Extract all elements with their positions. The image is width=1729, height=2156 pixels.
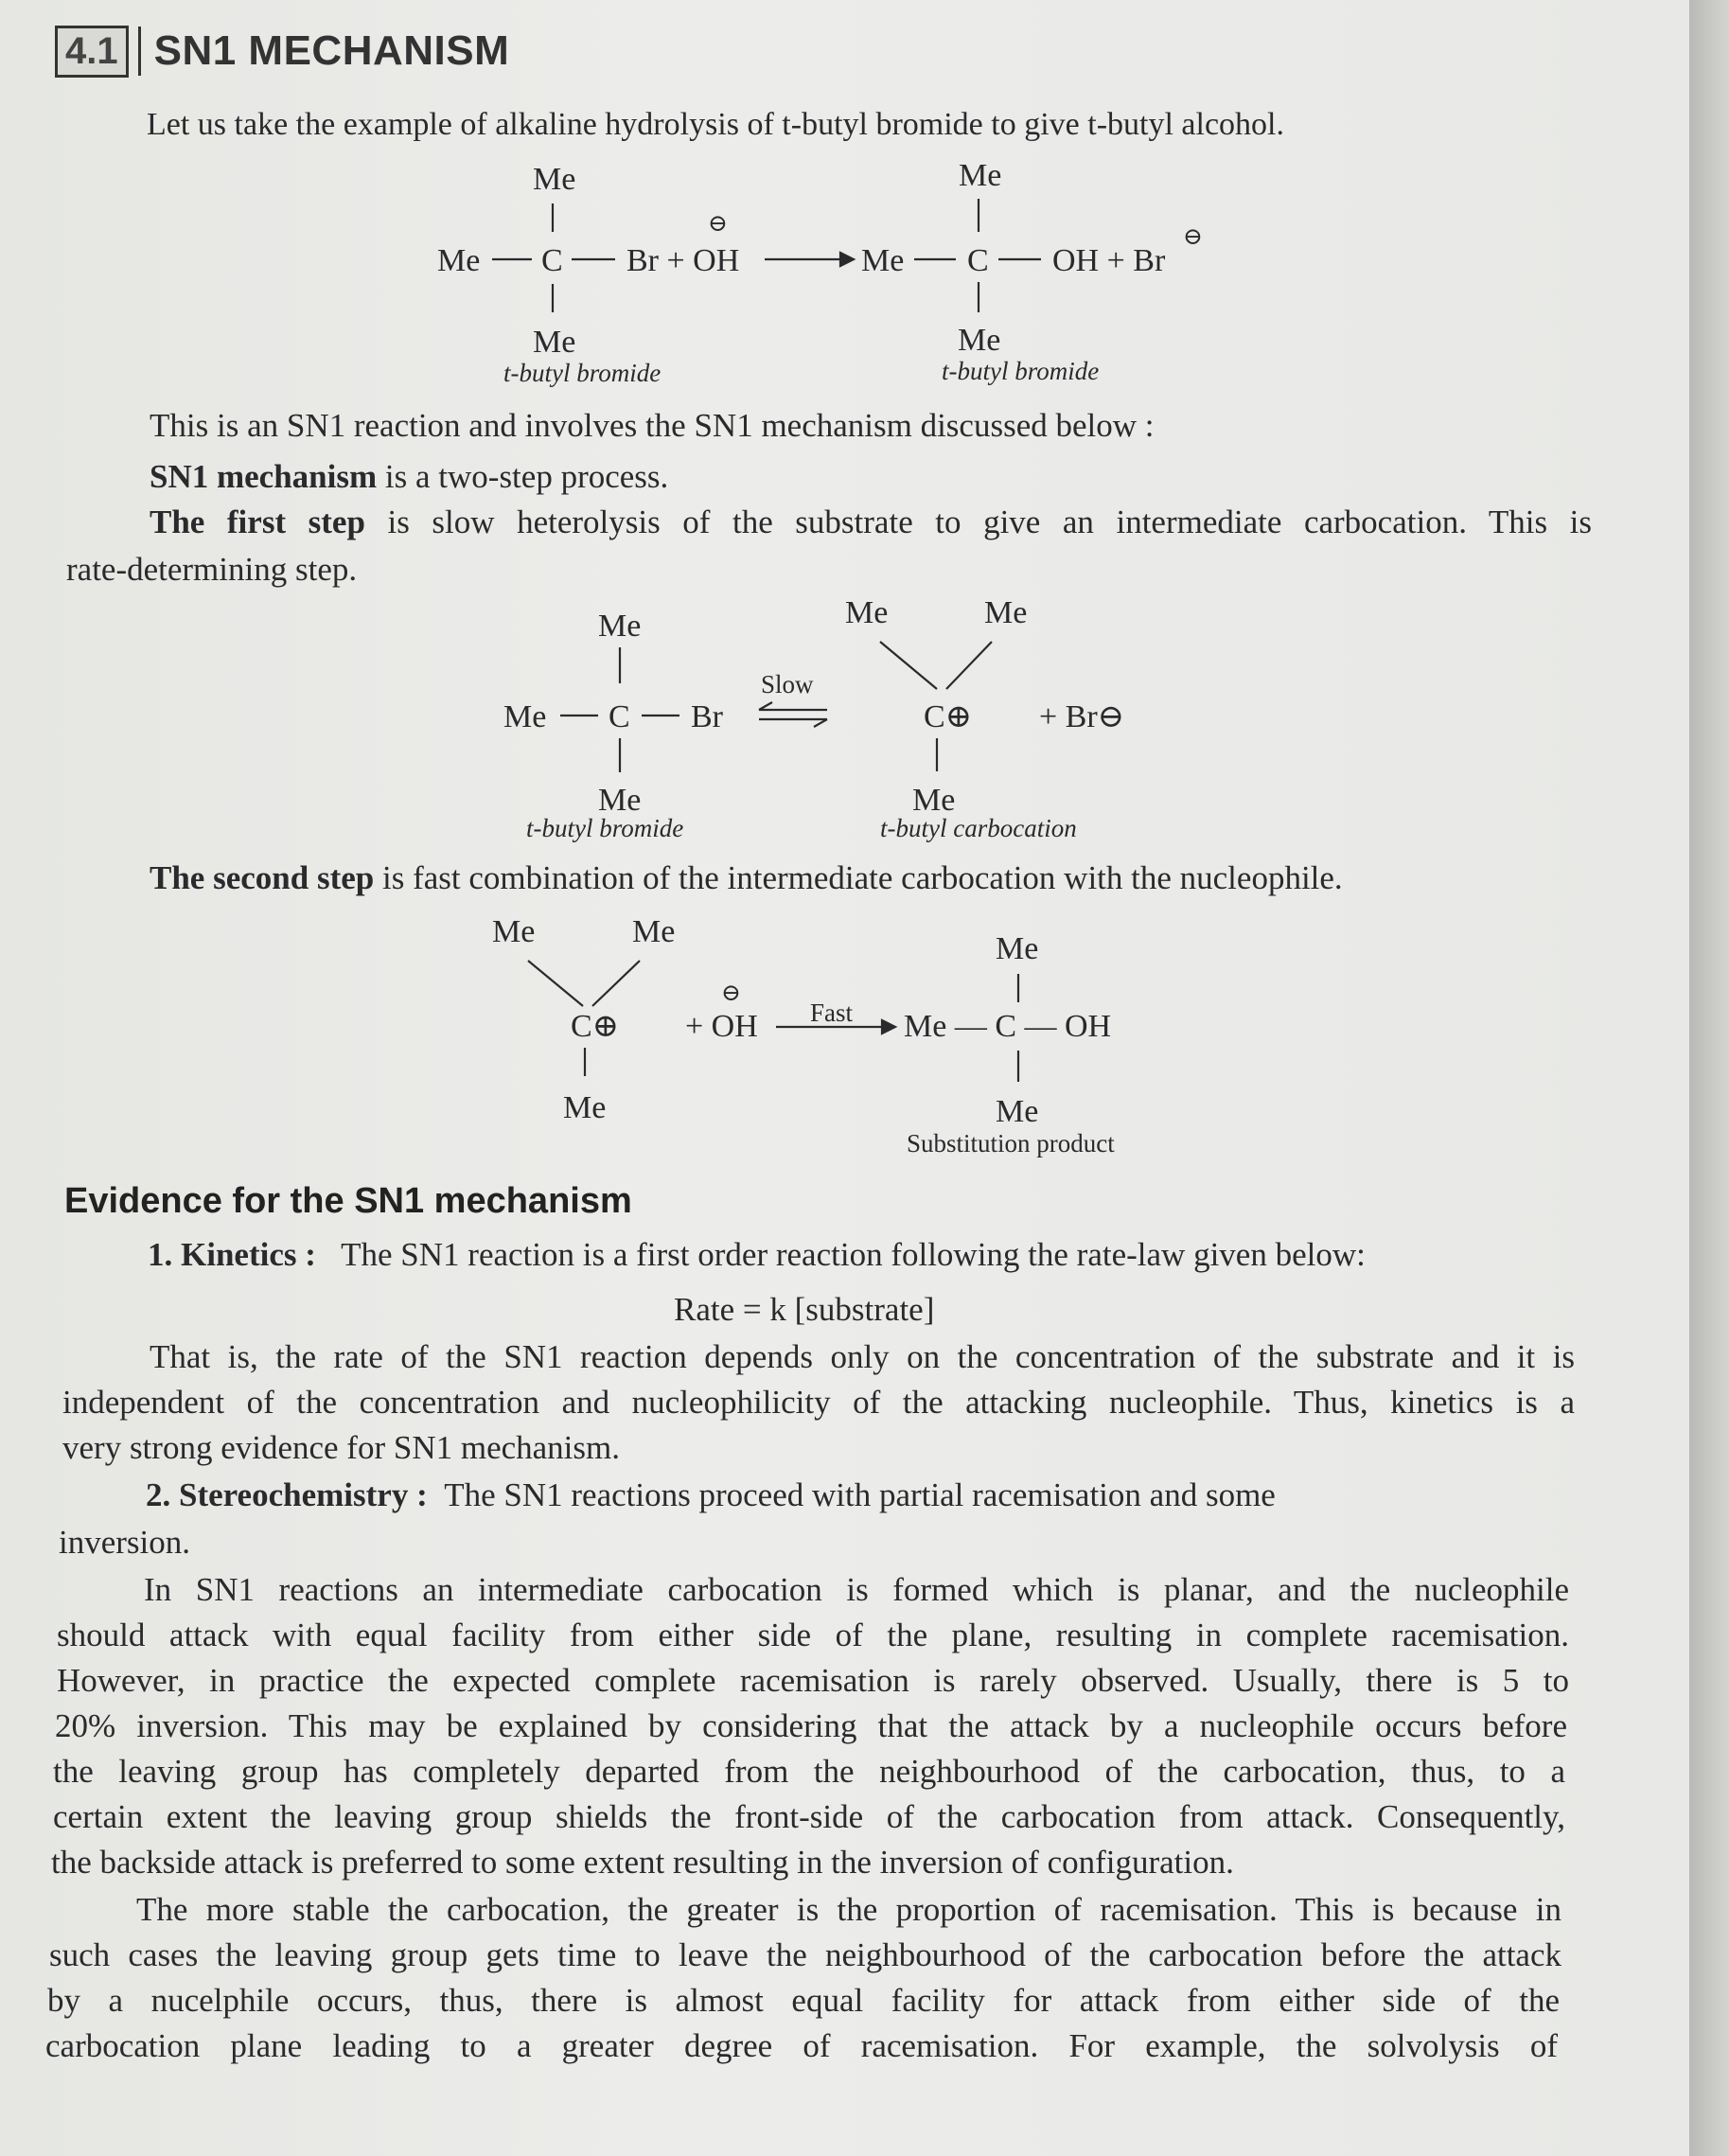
para-sn1-intro: This is an SN1 reaction and involves the SN1 mechanism discussed below : [150,407,1155,444]
r1-carbon: C [541,243,563,278]
rate-law: Rate = k [substrate] [674,1291,935,1328]
s1-cation: C⊕ [924,699,973,734]
section-number: 4.1 [55,26,129,78]
para-first-step: The first step is slow heterolysis of the substrate to give an intermediate carbocation. This is [150,504,1593,540]
s2-p-top-me: Me [996,931,1039,966]
s2-me-bottom: Me [563,1090,607,1125]
s2-hydroxide: + OH [685,1009,758,1044]
para-second-step: The second step is fast combination of the intermediate carbocation with the nucleophile. [150,859,1343,896]
r1-reactant-label: t-butyl bromide [503,359,662,387]
kinetics-line: 1. Kinetics : The SN1 reaction is a first order reaction following the rate-law given below: [148,1236,1366,1273]
s1-c-me-right: Me [984,595,1028,630]
kinetics-para-line-3: very strong evidence for SN1 mechanism. [62,1429,621,1466]
s2-me-left: Me [492,914,536,949]
stereo-para-a-6: certain extent the leaving group shields the front-side of the carbocation from attack. Consequently, [53,1798,1565,1835]
stereo-para-a-4: 20% inversion. This may be explained by considering that the attack by a nucleophile occurs before [55,1707,1567,1744]
stereo-para-a-1: In SN1 reactions an intermediate carbocation is formed which is planar, and the nucleophile [144,1571,1569,1608]
s1-product-label: t-butyl carbocation [880,814,1077,842]
r1-p-carbon: C [967,243,989,278]
section-title: SN1 MECHANISM [153,27,510,74]
r1-bottom-me: Me [533,325,576,360]
r1-top-me: Me [533,162,576,197]
s1-left-me: Me [503,699,547,734]
s2-me-right: Me [632,914,676,949]
r1-p-oh-br: OH + Br [1052,243,1166,278]
s1-top-me: Me [598,609,642,644]
stereo-para-a-3: However, in practice the expected complete racemisation is rarely observed. Usually, there is 5 to [57,1662,1569,1699]
r1-left-me: Me [437,243,481,278]
r1-p-top-me: Me [959,158,1002,193]
s1-bottom-me: Me [598,783,642,818]
r1-br-charge: ⊖ [1183,224,1203,250]
stereo-line: 2. Stereochemistry : The SN1 reactions proceed with partial racemisation and some [146,1476,1276,1513]
s1-reactant-label: t-butyl bromide [526,814,684,842]
s2-oh-charge: ⊖ [721,981,741,1006]
r1-br-oh: Br + OH [626,243,740,278]
s1-c-me-bottom: Me [912,783,956,818]
stereo-cont: inversion. [59,1524,191,1561]
intro-text: Let us take the example of alkaline hydrolysis of t-butyl bromide to give t-butyl alcohol. [147,107,1284,142]
s2-product-chain: Me — C — OH [904,1009,1112,1044]
s1-br: Br [691,699,723,734]
r1-p-bottom-me: Me [958,323,1001,358]
s1-slow-label: Slow [761,670,814,698]
stereo-para-b-2: such cases the leaving group gets time to leave the neighbourhood of the carbocation before the attack [49,1936,1561,1973]
s2-cation: C⊕ [571,1009,620,1044]
r1-p-left-me: Me [861,243,905,278]
r1-product-label: t-butyl bromide [942,357,1100,385]
para-first-step-cont: rate-determining step. [66,551,358,588]
reaction-hydrolysis [0,0,1729,398]
s1-carbon: C [609,699,630,734]
s1-c-me-left: Me [845,595,889,630]
s2-product-label: Substitution product [907,1129,1115,1158]
evidence-heading: Evidence for the SN1 mechanism [64,1181,632,1221]
stereo-para-a-7: the backside attack is preferred to some extent resulting in the inversion of configuration. [51,1844,1234,1881]
stereo-para-b-1: The more stable the carbocation, the greater is the proportion of racemisation. This is because in [136,1891,1561,1928]
stereo-para-a-5: the leaving group has completely departed from the neighbourhood of the carbocation, thus, to a [53,1753,1565,1790]
r1-oh-charge: ⊖ [708,211,728,237]
kinetics-para-line-2: independent of the concentration and nucleophilicity of the attacking nucleophile. Thus, kinetics is a [62,1384,1575,1421]
stereo-para-b-4: carbocation plane leading to a greater degree of racemisation. For example, the solvolysis of [45,2027,1558,2064]
s1-bromide-ion: + Br⊖ [1039,699,1125,734]
para-two-step: SN1 mechanism is a two-step process. [150,458,669,495]
stereo-para-a-2: should attack with equal facility from either side of the plane, resulting in complete racemisation. [57,1617,1569,1653]
reaction-step-one [0,587,1729,852]
reaction-step-two [0,904,1729,1169]
stereo-para-b-3: by a nucelphile occurs, thus, there is almost equal facility for attack from either side of the [47,1982,1560,2019]
kinetics-para-line-1: That is, the rate of the SN1 reaction depends only on the concentration of the substrate and it is [150,1338,1575,1375]
s2-p-bottom-me: Me [996,1094,1039,1129]
s2-fast-label: Fast [810,998,854,1027]
